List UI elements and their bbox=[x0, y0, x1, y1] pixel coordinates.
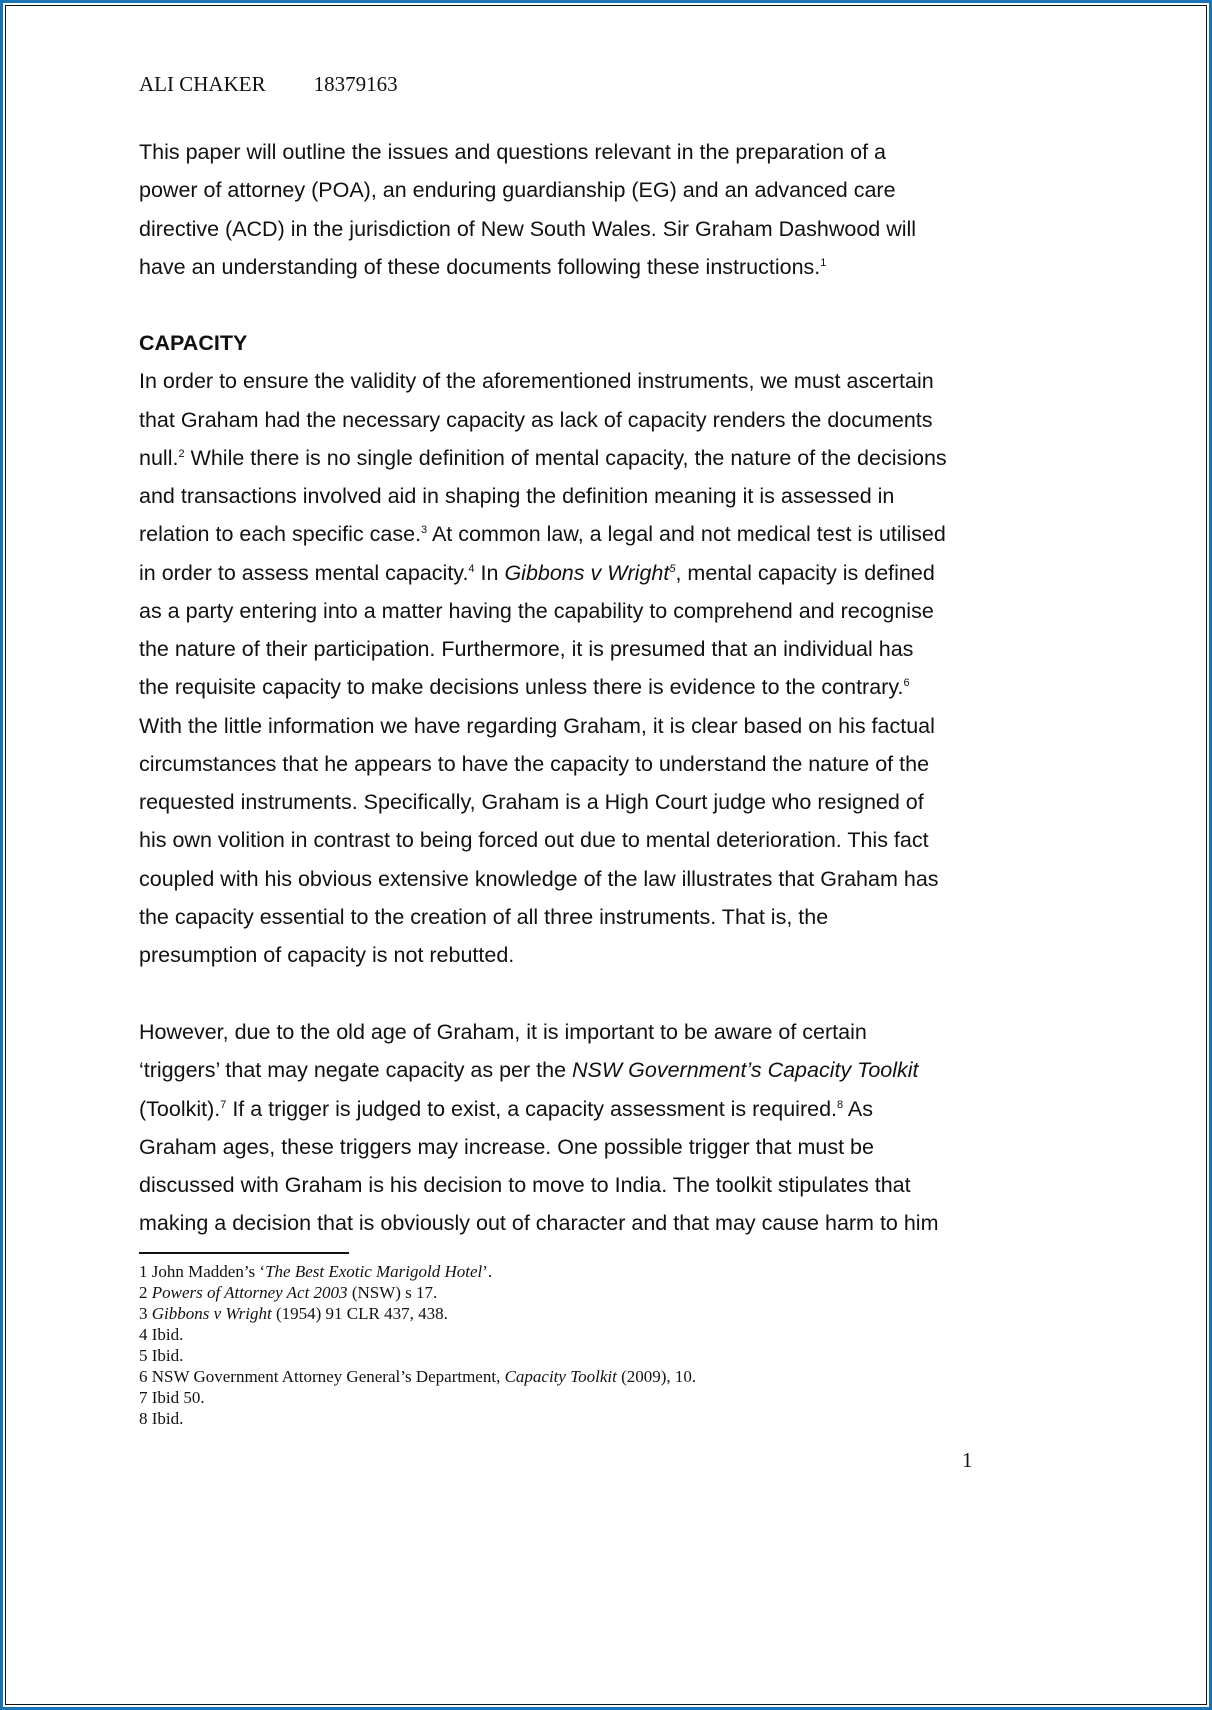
text-line bbox=[139, 898, 947, 936]
text-run: presumption of capacity is not rebutted. bbox=[139, 943, 515, 967]
text-line bbox=[139, 401, 947, 439]
footnote-reference: 8 bbox=[837, 1098, 844, 1111]
footnote-reference: 6 bbox=[903, 677, 910, 690]
text-run: requested instruments. Specifically, Graham is a High Court judge who resigned of bbox=[139, 790, 924, 814]
page-number: 1 bbox=[962, 1448, 973, 1472]
text-run: circumstances that he appears to have the capacity to understand the nature of the bbox=[139, 751, 930, 776]
text-run: 7 Ibid 50. bbox=[139, 1388, 205, 1407]
text-line bbox=[139, 745, 947, 783]
text-line bbox=[139, 554, 947, 592]
text-line bbox=[139, 477, 947, 515]
text-run: the nature of their participation. Furthermore, it is presumed that an individual has bbox=[139, 637, 914, 661]
text-run: ‘triggers’ that may negate capacity as per the bbox=[139, 1058, 573, 1083]
intro-paragraph bbox=[139, 133, 916, 286]
text-line bbox=[139, 362, 947, 400]
text-line bbox=[139, 936, 947, 974]
footnote-item bbox=[139, 1345, 696, 1366]
text-run: In bbox=[474, 560, 505, 585]
text-run: , mental capacity is defined bbox=[675, 560, 935, 585]
text-line bbox=[139, 1090, 939, 1128]
footnote-item bbox=[139, 1408, 696, 1429]
footnote-reference: 3 bbox=[421, 524, 428, 537]
text-line bbox=[139, 1051, 939, 1089]
footnote-reference: 2 bbox=[178, 447, 185, 460]
text-line bbox=[139, 1166, 939, 1204]
text-run: in order to assess mental capacity. bbox=[139, 560, 469, 585]
text-line bbox=[139, 248, 916, 286]
italic-text: Powers of Attorney Act 2003 bbox=[151, 1283, 348, 1302]
text-run: 1 John Madden’s ‘ bbox=[139, 1262, 266, 1281]
page-header bbox=[139, 72, 398, 97]
text-run: 4 Ibid. bbox=[139, 1325, 184, 1344]
text-run: In order to ensure the validity of the aforementioned instruments, we must ascertain bbox=[139, 369, 934, 394]
text-run: discussed with Graham is his decision to move to India. The toolkit stipulates that bbox=[139, 1173, 911, 1197]
text-run: power of attorney (POA), an enduring guardianship (EG) and an advanced care bbox=[139, 178, 896, 203]
text-run: relation to each specific case. bbox=[139, 522, 422, 547]
text-run: At common law, a legal and not medical test is utilised bbox=[427, 522, 946, 547]
italic-text: Capacity Toolkit bbox=[504, 1367, 617, 1386]
text-run: 5 Ibid. bbox=[139, 1346, 184, 1365]
text-line bbox=[139, 821, 947, 859]
text-run: (Toolkit). bbox=[139, 1096, 221, 1121]
text-run: 6 NSW Government Attorney General’s Department, bbox=[139, 1367, 505, 1386]
text-line bbox=[139, 1013, 939, 1051]
footnote-item bbox=[139, 1366, 696, 1387]
text-run: However, due to the old age of Graham, it is important to be aware of certain bbox=[139, 1020, 867, 1044]
triggers-paragraph bbox=[139, 1013, 939, 1243]
footnotes bbox=[139, 1261, 696, 1429]
text-run: (NSW) s 17. bbox=[347, 1283, 438, 1302]
text-run: Graham ages, these triggers may increase. One possible trigger that must be bbox=[139, 1134, 874, 1159]
text-run: ’. bbox=[482, 1262, 493, 1281]
footnote-reference: 4 bbox=[468, 562, 475, 575]
text-run: 8 Ibid. bbox=[139, 1409, 184, 1428]
text-run: 3 bbox=[139, 1304, 152, 1323]
text-run: the capacity essential to the creation of all three instruments. That is, the bbox=[139, 904, 829, 929]
footnote-item bbox=[139, 1282, 696, 1303]
footnote-item bbox=[139, 1387, 696, 1408]
capacity-section bbox=[139, 324, 947, 974]
text-run: (1954) 91 CLR 437, 438. bbox=[271, 1304, 448, 1323]
text-line bbox=[139, 210, 916, 248]
footnote-reference: 7 bbox=[220, 1098, 227, 1111]
text-run: that Graham had the necessary capacity as lack of capacity renders the documents bbox=[139, 407, 933, 432]
italic-text: NSW Government’s Capacity Toolkit bbox=[572, 1058, 919, 1083]
text-line bbox=[139, 171, 916, 209]
text-run: 2 bbox=[139, 1283, 152, 1302]
text-run: If a trigger is judged to exist, a capacity assessment is required. bbox=[226, 1096, 838, 1121]
footnote-item bbox=[139, 1303, 696, 1324]
author-name: ALI CHAKER bbox=[139, 72, 266, 96]
text-line bbox=[139, 133, 916, 171]
text-line bbox=[139, 324, 947, 362]
footnote-item bbox=[139, 1261, 696, 1282]
text-run: as a party entering into a matter having the capability to comprehend and recognise bbox=[139, 598, 934, 623]
text-line bbox=[139, 1128, 939, 1166]
text-line bbox=[139, 515, 947, 553]
text-run: have an understanding of these documents following these instructions. bbox=[139, 254, 821, 279]
text-line bbox=[139, 707, 947, 745]
text-run: This paper will outline the issues and questions relevant in the preparation of a bbox=[139, 140, 886, 164]
footnote-reference: 5 bbox=[669, 562, 676, 575]
text-run: his own volition in contrast to being forced out due to mental deterioration. This fact bbox=[139, 828, 929, 853]
italic-text: Gibbons v Wright bbox=[151, 1304, 272, 1323]
text-run: the requisite capacity to make decisions unless there is evidence to the contrary. bbox=[139, 675, 904, 700]
text-line bbox=[139, 439, 947, 477]
text-line bbox=[139, 1204, 939, 1242]
italic-text: The Best Exotic Marigold Hotel bbox=[265, 1262, 483, 1281]
text-run: and transactions involved aid in shaping the definition meaning it is assessed in bbox=[139, 484, 895, 508]
text-run: coupled with his obvious extensive knowledge of the law illustrates that Graham has bbox=[139, 866, 939, 891]
text-run: null. bbox=[139, 445, 179, 470]
footnote-separator bbox=[139, 1252, 349, 1254]
text-line bbox=[139, 783, 947, 821]
footnote-item bbox=[139, 1324, 696, 1345]
text-run: While there is no single definition of mental capacity, the nature of the decisions bbox=[184, 445, 947, 470]
text-run: making a decision that is obviously out of character and that may cause harm to him bbox=[139, 1211, 939, 1236]
student-id: 18379163 bbox=[313, 72, 398, 96]
text-run: (2009), 10. bbox=[616, 1367, 697, 1386]
text-line bbox=[139, 630, 947, 668]
text-line bbox=[139, 592, 947, 630]
section-heading: CAPACITY bbox=[139, 331, 248, 355]
text-line bbox=[139, 668, 947, 706]
text-run: As bbox=[843, 1096, 874, 1121]
footnote-reference: 1 bbox=[820, 256, 827, 269]
text-line bbox=[139, 860, 947, 898]
italic-text: Gibbons v Wright bbox=[504, 560, 670, 585]
text-run: With the little information we have regarding Graham, it is clear based on his factual bbox=[139, 713, 935, 738]
text-run: directive (ACD) in the jurisdiction of New South Wales. Sir Graham Dashwood will bbox=[139, 216, 917, 241]
